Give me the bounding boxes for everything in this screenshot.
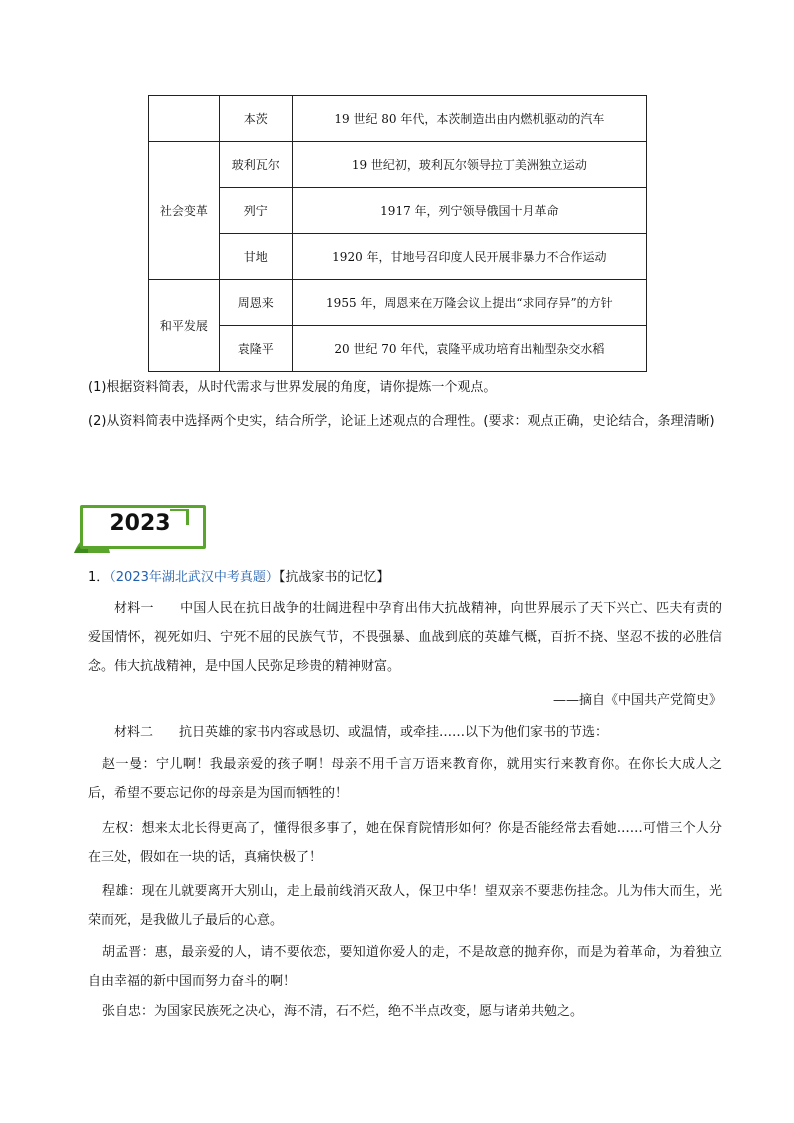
table-cell-category: 社会变革: [149, 142, 220, 280]
problem-source: （2023年湖北武汉中考真题）: [109, 570, 279, 585]
material-1-citation: ——摘自《中国共产党简史》: [552, 693, 722, 708]
table-cell-category: 和平发展: [149, 280, 220, 372]
table-row: [149, 188, 647, 234]
table-cell-person: 本茨: [219, 96, 292, 142]
table-cell-person: 周恩来: [219, 280, 292, 326]
problem-heading: [88, 566, 389, 585]
table-row: [149, 280, 647, 326]
table-row: [149, 96, 647, 142]
table-cell-event: 1955 年，周恩来在万隆会议上提出“求同存异”的方针: [292, 280, 646, 326]
table-cell-event: 19 世纪初，玻利瓦尔领导拉丁美洲独立运动: [292, 142, 646, 188]
table-cell-event: 19 世纪 80 年代，本茨制造出由内燃机驱动的汽车: [292, 96, 646, 142]
material-2-intro: 材料二 抗日英雄的家书内容或恳切、或温情，或牵挂……以下为他们家书的节选：: [114, 725, 609, 740]
letter-excerpt: 张自忠：为国家民族死之决心，海不清，石不烂，绝不半点改变，愿与诸弟共勉之。: [102, 1004, 584, 1019]
material-1: 材料一 中国人民在抗日战争的壮阔进程中孕育出伟大抗战精神，向世界展示了天下兴亡、匹夫有责的爱国情怀，视死如归、宁死不屈的民族气节，不畏强暴、血战到底的英雄气概，百折不挠、坚忍不拔的必胜信念。伟大抗战精神，是中国人民弥足珍贵的精神财富。: [88, 601, 722, 674]
table-cell-person: 袁隆平: [219, 326, 292, 372]
table-cell-person: 列宁: [219, 188, 292, 234]
problem-title: 【抗战家书的记忆】: [278, 570, 390, 585]
problem-number: 1．: [88, 570, 110, 585]
year-badge: [74, 505, 204, 551]
table-row: [149, 326, 647, 372]
table-row: [149, 142, 647, 188]
table-cell-event: 1920 年，甘地号召印度人民开展非暴力不合作运动: [292, 234, 646, 280]
badge-year: 2023: [109, 511, 171, 536]
letter-excerpt: 左权：想来太北长得更高了，懂得很多事了，她在保育院情形如何？你是否能经常去看她……可惜三个人分在三处，假如在一块的话，真痛快极了！: [88, 821, 722, 865]
table-cell-person: 玻利瓦尔: [219, 142, 292, 188]
table-cell-event: 1917 年，列宁领导俄国十月革命: [292, 188, 646, 234]
letter-excerpt: 赵一曼：宁儿啊！我最亲爱的孩子啊！母亲不用千言万语来教育你，就用实行来教育你。在你长大成人之后，希望不要忘记你的母亲是为国而牺牲的！: [88, 757, 722, 801]
table-row: [149, 234, 647, 280]
question-1: (1)根据资料简表，从时代需求与世界发展的角度，请你提炼一个观点。: [88, 380, 497, 395]
question-2: (2)从资料简表中选择两个史实，结合所学，论证上述观点的合理性。(要求：观点正确，史论结合，条理清晰): [88, 414, 715, 429]
table-cell-category: [149, 96, 220, 142]
table-cell-event: 20 世纪 70 年代，袁隆平成功培育出籼型杂交水稻: [292, 326, 646, 372]
letter-excerpt: 程雄：现在儿就要离开大别山，走上最前线消灭敌人，保卫中华！望双亲不要悲伤挂念。儿为伟大而生，光荣而死，是我做儿子最后的心意。: [88, 884, 722, 928]
table-cell-person: 甘地: [219, 234, 292, 280]
data-table: [148, 95, 647, 372]
letter-excerpt: 胡孟晋：惠，最亲爱的人，请不要依恋，要知道你爱人的走，不是故意的抛弃你，而是为着革命，为着独立自由幸福的新中国而努力奋斗的啊！: [88, 945, 722, 989]
